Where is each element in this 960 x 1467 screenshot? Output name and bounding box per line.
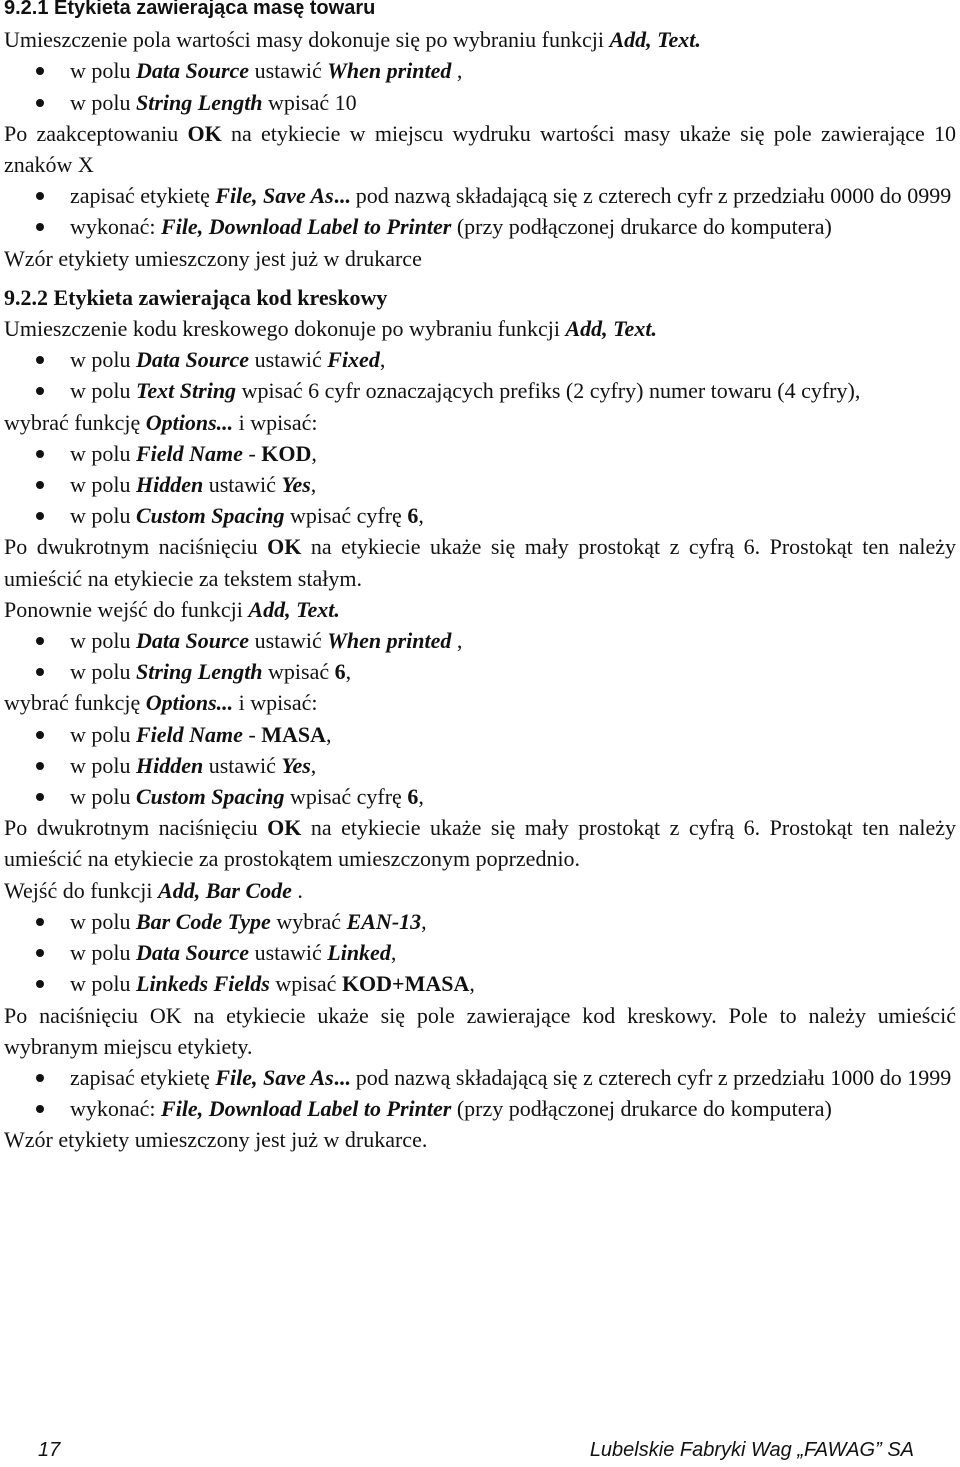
list-item: w polu Custom Spacing wpisać cyfrę 6,	[0, 500, 960, 531]
paragraph: Po dwukrotnym naciśnięciu OK na etykiecie ukaże się mały prostokąt z cyfrą 6. Prostokąt ten należy umieścić na etykiecie za prostokątem umieszczonym poprzednio.	[4, 815, 956, 872]
bullet-icon	[36, 223, 44, 231]
paragraph: Po dwukrotnym naciśnięciu OK na etykiecie ukaże się mały prostokąt z cyfrą 6. Prostokąt ten należy umieścić na etykiecie za tekstem stałym.	[4, 534, 956, 591]
bullet-icon	[36, 980, 44, 988]
list-item: zapisać etykietę File, Save As... pod nazwą składającą się z czterech cyfr z przedziału 1000 do 1999	[0, 1062, 960, 1093]
bullet-icon	[36, 762, 44, 770]
bullet-icon	[36, 1105, 44, 1113]
paragraph: Wejść do funkcji Add, Bar Code .	[4, 877, 303, 903]
list-item: zapisać etykietę File, Save As... pod nazwą składającą się z czterech cyfr z przedziału 0000 do 0999	[0, 180, 960, 211]
bullet-icon	[36, 99, 44, 107]
bullet-icon	[36, 1074, 44, 1082]
section-heading-9-2-1: 9.2.1 Etykieta zawierająca masę towaru	[4, 0, 376, 19]
paragraph: Umieszczenie pola wartości masy dokonuje się po wybraniu funkcji Add, Text.	[4, 27, 701, 53]
list-item: wykonać: File, Download Label to Printer (przy podłączonej drukarce do komputera)	[0, 211, 960, 242]
bullet-icon	[36, 949, 44, 957]
paragraph: Ponownie wejść do funkcji Add, Text.	[4, 596, 340, 622]
bullet-icon	[36, 731, 44, 739]
footer-company: Lubelskie Fabryki Wag „FAWAG” SA	[589, 1439, 914, 1461]
list-item: w polu Data Source ustawić When printed ,	[0, 625, 960, 656]
list-item: w polu Bar Code Type wybrać EAN-13,	[0, 906, 960, 937]
list-item: w polu String Length wpisać 6,	[0, 656, 960, 687]
bullet-icon	[36, 356, 44, 364]
list-item: w polu Field Name - KOD,	[0, 438, 960, 469]
list-item: w polu Linkeds Fields wpisać KOD+MASA,	[0, 968, 960, 999]
list-item: w polu Hidden ustawić Yes,	[0, 469, 960, 500]
paragraph: Wzór etykiety umieszczony jest już w drukarce	[4, 245, 422, 271]
list-item: wykonać: File, Download Label to Printer (przy podłączonej drukarce do komputera)	[0, 1093, 960, 1124]
bullet-icon	[36, 637, 44, 645]
bullet-icon	[36, 512, 44, 520]
list-item: w polu Data Source ustawić When printed ,	[0, 55, 960, 86]
bullet-icon	[36, 387, 44, 395]
paragraph: wybrać funkcję Options... i wpisać:	[4, 409, 318, 435]
page-number: 17	[38, 1439, 61, 1461]
section-heading-9-2-2: 9.2.2 Etykieta zawierająca kod kreskowy	[4, 284, 388, 310]
bullet-icon	[36, 918, 44, 926]
paragraph: Po naciśnięciu OK na etykiecie ukaże się pole zawierające kod kreskowy. Pole to należy umieścić wybranym miejscu etykiety.	[4, 1002, 956, 1059]
bullet-icon	[36, 67, 44, 75]
list-item: w polu Data Source ustawić Linked,	[0, 937, 960, 968]
bullet-icon	[36, 793, 44, 801]
page-footer	[0, 1437, 960, 1467]
paragraph: Umieszczenie kodu kreskowego dokonuje po wybraniu funkcji Add, Text.	[4, 316, 657, 342]
bullet-icon	[36, 450, 44, 458]
paragraph: Po zaakceptowaniu OK na etykiecie w miejscu wydruku wartości masy ukaże się pole zawierające 10 znaków X	[4, 120, 957, 178]
paragraph: wybrać funkcję Options... i wpisać:	[4, 690, 318, 716]
bullet-icon	[36, 192, 44, 200]
bullet-icon	[36, 481, 44, 489]
list-item: w polu Custom Spacing wpisać cyfrę 6,	[0, 781, 960, 812]
list-item: w polu Text String wpisać 6 cyfr oznaczających prefiks (2 cyfry) numer towaru (4 cyfry),	[0, 375, 960, 406]
list-item: w polu Field Name - MASA,	[0, 719, 960, 750]
spacer	[0, 274, 960, 282]
list-item: w polu Hidden ustawić Yes,	[0, 750, 960, 781]
bullet-icon	[36, 668, 44, 676]
list-item: w polu String Length wpisać 10	[0, 87, 960, 118]
list-item: w polu Data Source ustawić Fixed,	[0, 344, 960, 375]
paragraph: Wzór etykiety umieszczony jest już w drukarce.	[4, 1127, 428, 1153]
